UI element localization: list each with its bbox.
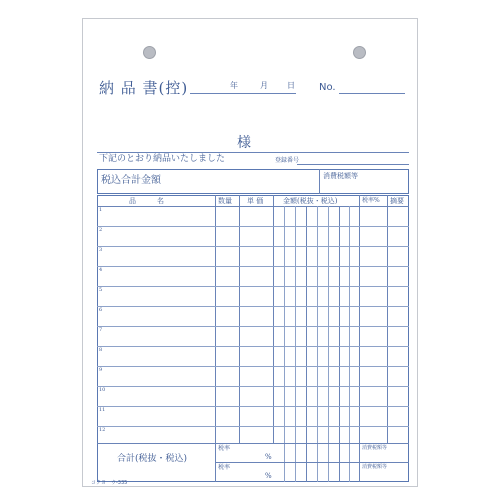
row-line-9 [97,386,409,387]
row-line-10 [97,406,409,407]
number-label: No. [319,82,336,93]
row-number: 8 [99,347,103,353]
total-incl-tax-label: 税込合計金額 [101,175,161,186]
header-unit-price: 単 価 [247,197,264,205]
amount-digit-line-6 [339,206,340,482]
amount-digit-line-1 [284,206,285,482]
amount-digit-line-7 [349,206,350,482]
footer-consumption-tax-2: 消費税額等 [362,464,388,470]
row-number: 4 [99,267,103,273]
total-box-divider [319,169,320,194]
header-item: 品 名 [129,197,164,205]
consumption-tax-label: 消費税額等 [323,172,358,180]
date-month-label: 月 [260,81,268,90]
amount-digit-line-3 [306,206,307,482]
footer-top-rule [97,443,409,444]
row-number: 10 [99,387,106,393]
row-number: 7 [99,327,103,333]
binding-hole-right [353,46,366,59]
header-remarks: 摘要 [390,197,404,205]
header-tax-rate: 税率% [362,197,380,204]
registration-underline [297,164,409,165]
date-underline [190,93,296,94]
amount-digit-line-4 [317,206,318,482]
product-code: コクヨ ウ-335 [91,480,128,486]
delivery-slip-sheet [82,18,418,487]
row-number: 6 [99,307,103,313]
footer-total-label: 合計(税抜・税込) [117,454,188,464]
row-number: 11 [99,407,106,413]
items-table [97,195,409,482]
row-number: 2 [99,227,103,233]
header-quantity: 数量 [218,197,232,205]
footer-consumption-tax-1: 消費税額等 [362,445,388,451]
row-number: 3 [99,247,103,253]
footer-tax-rate-label-1: 税率 [218,445,231,452]
col-line-quantity [215,195,216,482]
footer-tax-rate-label-2: 税率 [218,464,231,471]
row-line-11 [97,426,409,427]
row-line-3 [97,266,409,267]
addressee-underline [97,152,409,153]
row-number: 5 [99,287,103,293]
row-line-2 [97,246,409,247]
row-number: 1 [99,207,103,213]
footer-percent-2: % [265,472,272,480]
document-title: 納 品 書(控) [99,79,189,97]
registration-label: 登録番号 [275,157,300,164]
addressee-suffix: 様 [237,135,251,151]
footer-percent-1: % [265,453,272,461]
number-underline [339,93,405,94]
date-year-label: 年 [230,81,238,90]
amount-digit-line-2 [295,206,296,482]
row-line-6 [97,326,409,327]
row-line-8 [97,366,409,367]
binding-hole-left [143,46,156,59]
col-line-tax-rate [359,195,360,482]
amount-digit-line-5 [328,206,329,482]
header-rule [97,206,409,207]
date-day-label: 日 [287,81,295,90]
row-number: 12 [99,427,106,433]
footer-mid-rule [215,462,409,463]
row-number: 9 [99,367,103,373]
row-line-7 [97,346,409,347]
greeting-text: 下記のとおり納品いたしました [99,154,226,164]
row-line-1 [97,226,409,227]
row-line-5 [97,306,409,307]
row-line-4 [97,286,409,287]
header-amount: 金額(税抜・税込) [283,197,338,205]
